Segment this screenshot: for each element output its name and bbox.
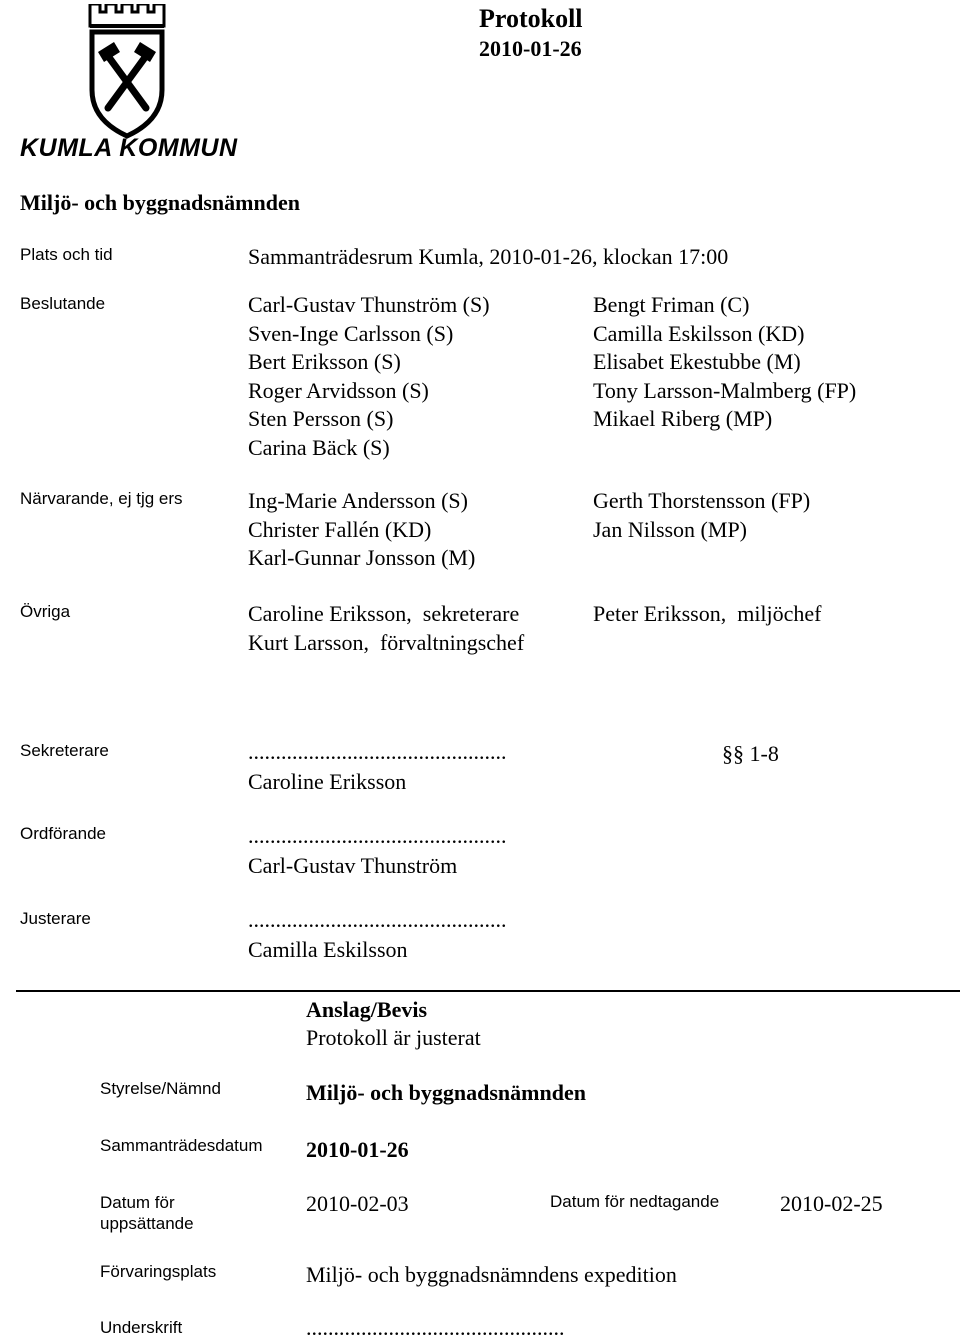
posting-label-line-1: Datum för <box>100 1193 175 1212</box>
decision-right-list <box>593 291 856 434</box>
other-left-list <box>248 600 524 657</box>
present-left-list <box>248 487 475 573</box>
storage-label: Förvaringsplats <box>100 1262 217 1281</box>
person-name: Caroline Eriksson, sekreterare <box>248 601 520 626</box>
removal-date-value: 2010-02-25 <box>780 1191 883 1216</box>
member-name: Roger Arvidsson (S) <box>248 377 429 403</box>
other-label: Övriga <box>20 602 71 621</box>
place-label: Plats och tid <box>20 245 113 264</box>
member-name: Christer Fallén (KD) <box>248 516 432 542</box>
decision-label: Beslutande <box>20 294 106 313</box>
person-name: Peter Eriksson, miljöchef <box>593 601 822 626</box>
person-name: Kurt Larsson, förvaltningschef <box>248 629 525 655</box>
member-name: Sten Persson (S) <box>248 406 394 431</box>
posting-date-label <box>100 1192 194 1234</box>
meeting-date-value: 2010-01-26 <box>306 1137 409 1162</box>
document-date: 2010-01-26 <box>479 36 582 61</box>
member-name: Karl-Gunnar Jonsson (M) <box>248 545 476 570</box>
chair-name: Carl-Gustav Thunström <box>248 853 458 878</box>
notice-subtitle: Protokoll är justerat <box>306 1025 481 1050</box>
posting-date-value: 2010-02-03 <box>306 1191 409 1216</box>
member-name: Mikael Riberg (MP) <box>593 406 773 431</box>
member-name: Bert Eriksson (S) <box>248 349 401 374</box>
member-name: Gerth Thorstensson (FP) <box>593 488 811 513</box>
member-name: Elisabet Ekestubbe (M) <box>593 349 801 374</box>
notice-title: Anslag/Bevis <box>306 997 428 1022</box>
committee-name: Miljö- och byggnadsnämnden <box>20 190 300 215</box>
signature-dots: ............................................... <box>306 1315 565 1340</box>
chair-label: Ordförande <box>20 824 106 843</box>
present-label: Närvarande, ej tjg ers <box>20 489 183 508</box>
secretary-name: Caroline Eriksson <box>248 769 407 794</box>
removal-date-label: Datum för nedtagande <box>550 1192 720 1211</box>
member-name: Bengt Friman (C) <box>593 292 750 317</box>
member-name: Carl-Gustav Thunström (S) <box>248 292 490 317</box>
place-value: Sammanträdesrum Kumla, 2010-01-26, klockan 17:00 <box>248 244 729 269</box>
member-name: Carina Bäck (S) <box>248 434 390 460</box>
decision-left-list <box>248 291 490 462</box>
paragraph-range: §§ 1-8 <box>722 741 779 766</box>
chair-dots: ............................................... <box>248 823 507 848</box>
member-name: Ing-Marie Andersson (S) <box>248 488 468 513</box>
member-name: Sven-Inge Carlsson (S) <box>248 320 454 346</box>
member-name: Tony Larsson-Malmberg (FP) <box>593 377 857 403</box>
kumla-kommun-logo <box>18 4 244 164</box>
present-right-list <box>593 487 810 544</box>
member-name: Camilla Eskilsson (KD) <box>593 320 805 346</box>
board-value: Miljö- och byggnadsnämnden <box>306 1080 586 1105</box>
document-title: Protokoll <box>479 4 583 33</box>
storage-value: Miljö- och byggnadsnämndens expedition <box>306 1262 677 1287</box>
board-label: Styrelse/Nämnd <box>100 1079 221 1098</box>
adjuster-name: Camilla Eskilsson <box>248 937 408 962</box>
notice-divider <box>16 990 960 992</box>
adjuster-label: Justerare <box>20 909 91 928</box>
posting-label-line-2: uppsättande <box>100 1214 194 1233</box>
signature-label: Underskrift <box>100 1318 183 1337</box>
secretary-dots: ............................................... <box>248 739 507 764</box>
logo-text: KUMLA KOMMUN <box>20 134 238 162</box>
member-name: Jan Nilsson (MP) <box>593 516 748 542</box>
secretary-label: Sekreterare <box>20 741 109 760</box>
other-right-list <box>593 600 822 629</box>
meeting-date-label: Sammanträdesdatum <box>100 1136 263 1155</box>
adjuster-dots: ............................................... <box>248 907 507 932</box>
